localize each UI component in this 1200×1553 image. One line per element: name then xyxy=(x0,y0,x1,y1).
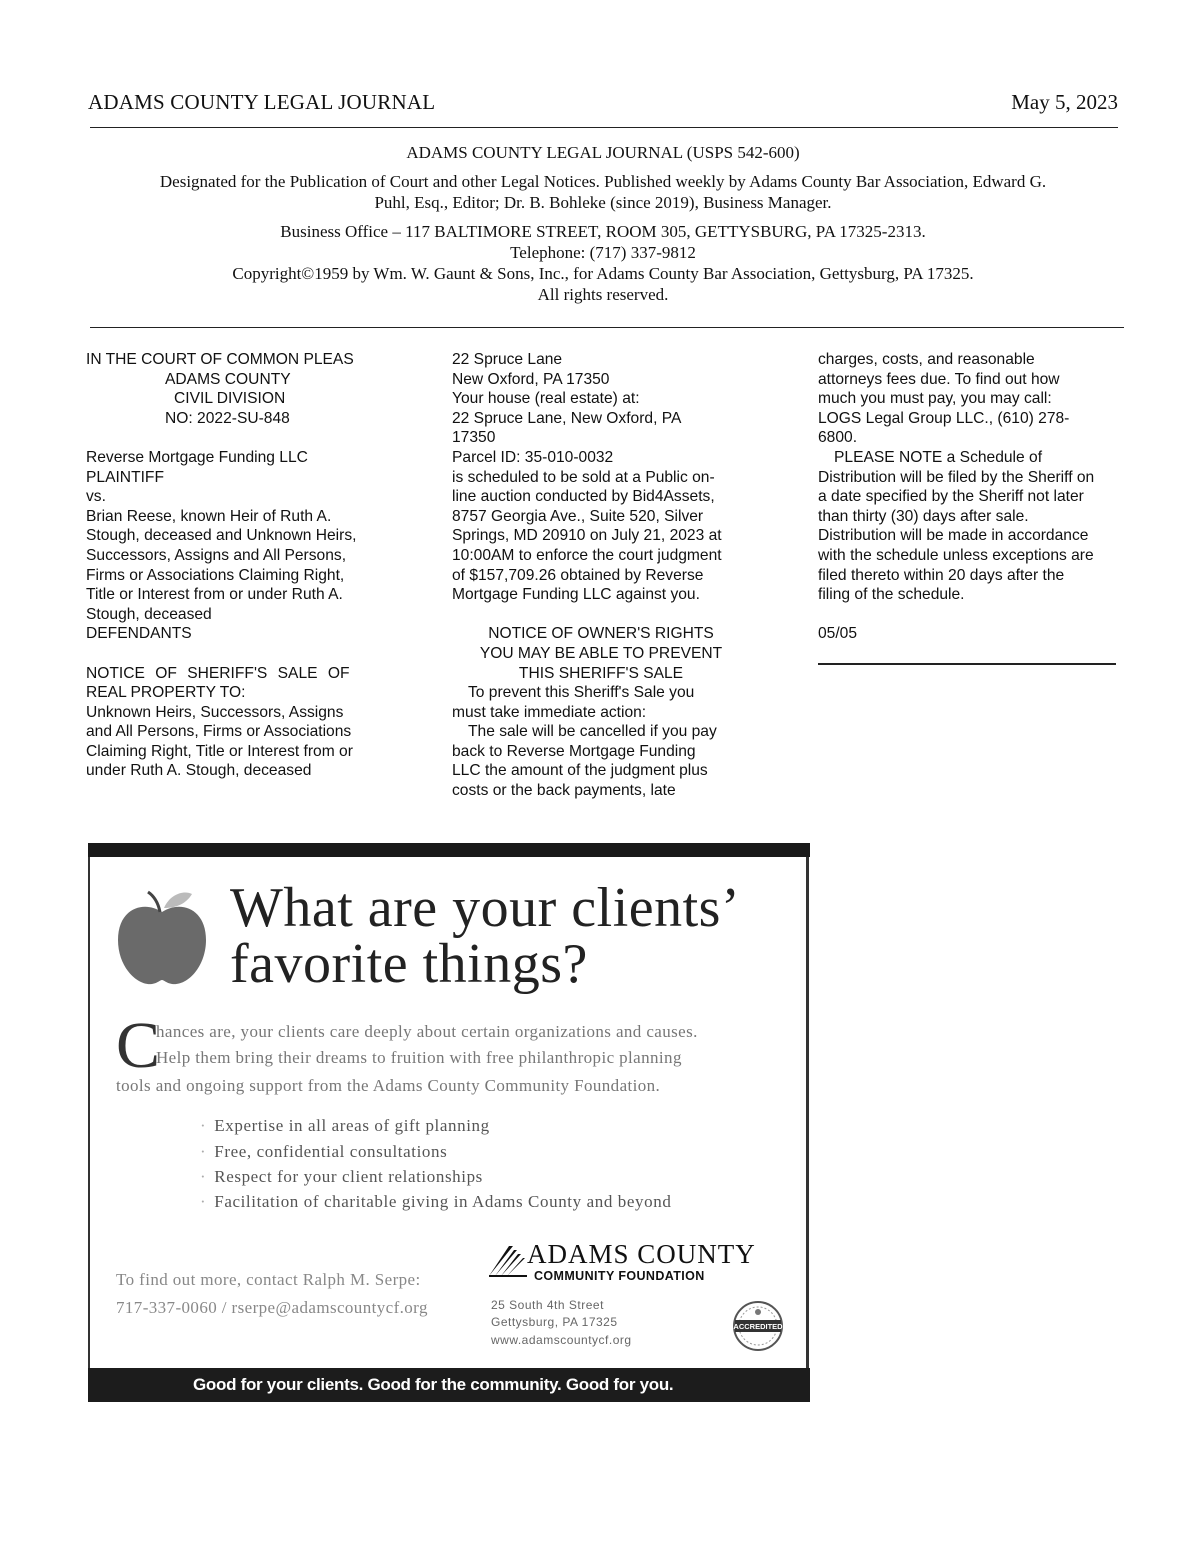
distribution-text-line: filing of the schedule. xyxy=(818,586,965,604)
ad-top-bar xyxy=(88,843,810,857)
issue-date: May 5, 2023 xyxy=(1011,90,1118,114)
ad-tagline-bar: Good for your clients. Good for the community. Good for you. xyxy=(88,1368,810,1402)
distribution-text-line: a date specified by the Sheriff not later xyxy=(818,488,1084,506)
ad-right-border xyxy=(806,857,809,1368)
notice-end-rule xyxy=(818,663,1116,665)
sale-heading: REAL PROPERTY TO: xyxy=(86,684,246,702)
distribution-text-line: Distribution will be made in accordance xyxy=(818,527,1089,545)
distribution-text-line: than thirty (30) days after sale. xyxy=(818,507,1029,525)
charges-text-line: much you must pay, you may call: xyxy=(818,390,1052,408)
parcel-id: Parcel ID: 35-010-0032 xyxy=(452,448,614,466)
drop-cap: C xyxy=(116,1009,161,1082)
defendant-line: Firms or Associations Claiming Right, xyxy=(86,566,345,584)
charges-text-line: charges, costs, and reasonable xyxy=(818,351,1035,368)
addressee-line: under Ruth A. Stough, deceased xyxy=(86,762,312,780)
masthead xyxy=(88,142,1118,305)
defendant-line: Stough, deceased xyxy=(86,605,212,623)
court-name: IN THE COURT OF COMMON PLEAS xyxy=(86,351,354,368)
ad-bullet-item: · Expertise in all areas of gift planning xyxy=(200,1116,490,1135)
notice-column-1 xyxy=(86,350,384,781)
owner-rights-heading: NOTICE OF OWNER'S RIGHTS xyxy=(488,625,714,643)
owner-rights-heading: THIS SHERIFF'S SALE xyxy=(518,664,684,682)
masthead-rule xyxy=(90,327,1124,328)
plaintiff-label: PLAINTIFF xyxy=(86,468,164,486)
versus: vs. xyxy=(86,488,106,506)
masthead-description-line-1: Designated for the Publication of Court and other Legal Notices. Published weekly by Adams County Bar Association, Edward G. xyxy=(159,172,1047,191)
rights-reserved: All rights reserved. xyxy=(537,285,669,304)
property-address: 17350 xyxy=(452,429,496,447)
sale-text-line: of $157,709.26 obtained by Reverse xyxy=(452,566,704,584)
ad-bullet-item: · Facilitation of charitable giving in Adams County and beyond xyxy=(200,1192,672,1211)
seal-label: ACCREDITED xyxy=(733,1322,783,1331)
addressee-line: Unknown Heirs, Successors, Assigns xyxy=(86,703,344,721)
foundation-name: ADAMS COUNTY xyxy=(527,1239,756,1269)
sale-text-line: Springs, MD 20910 on July 21, 2023 at xyxy=(452,527,722,545)
ad-headline xyxy=(230,877,741,995)
cancel-text-line: The sale will be cancelled if you pay xyxy=(468,723,717,741)
ad-contact-name: To find out more, contact Ralph M. Serpe: xyxy=(116,1270,421,1289)
defendant-line: Title or Interest from or under Ruth A. xyxy=(86,586,343,604)
sale-text-line: line auction conducted by Bid4Assets, xyxy=(452,488,715,506)
address-line: 22 Spruce Lane xyxy=(452,351,563,368)
distribution-text-line: Distribution will be filed by the Sheriff on xyxy=(818,468,1095,486)
notice-code: 05/05 xyxy=(818,625,858,643)
ad-bullet-item: · Respect for your client relationships xyxy=(200,1167,483,1186)
property-intro: Your house (real estate) at: xyxy=(452,390,640,408)
ad-body-line: tools and ongoing support from the Adams County Community Foundation. xyxy=(116,1076,661,1095)
business-office: Business Office – 117 BALTIMORE STREET, ROOM 305, GETTYSBURG, PA 17325-2313. xyxy=(280,222,926,241)
running-header xyxy=(88,88,1118,124)
apple-icon xyxy=(114,888,210,988)
defendant-line: Stough, deceased and Unknown Heirs, xyxy=(86,527,357,545)
foundation-logo-icon xyxy=(487,1242,527,1278)
masthead-description-line-2: Puhl, Esq., Editor; Dr. B. Bohleke (since 2019), Business Manager. xyxy=(374,193,832,212)
charges-text-line: 6800. xyxy=(818,429,858,447)
addressee-line: and All Persons, Firms or Associations xyxy=(86,723,352,741)
defendants-label: DEFENDANTS xyxy=(86,625,192,643)
defendant-line: Successors, Assigns and All Persons, xyxy=(86,546,347,564)
property-address: 22 Spruce Lane, New Oxford, PA xyxy=(452,409,682,427)
sale-text-line: 10:00AM to enforce the court judgment xyxy=(452,546,722,564)
sale-text-line: is scheduled to be sold at a Public on- xyxy=(452,468,715,486)
foundation-city: Gettysburg, PA 17325 xyxy=(491,1315,618,1329)
cancel-text-line: LLC the amount of the judgment plus xyxy=(452,762,708,780)
distribution-text-line: PLEASE NOTE a Schedule of xyxy=(834,448,1043,466)
ad-body-line: Help them bring their dreams to fruition with free philanthropic planning xyxy=(156,1048,682,1067)
sale-text-line: 8757 Georgia Ave., Suite 520, Silver xyxy=(452,507,704,525)
distribution-text-line: with the schedule unless exceptions are xyxy=(818,546,1094,564)
owner-rights-heading: YOU MAY BE ABLE TO PREVENT xyxy=(479,644,723,662)
masthead-title: ADAMS COUNTY LEGAL JOURNAL (USPS 542-600) xyxy=(406,143,800,162)
ad-left-border xyxy=(88,857,90,1368)
publication-name: ADAMS COUNTY LEGAL JOURNAL xyxy=(88,90,436,114)
foundation-street: 25 South 4th Street xyxy=(491,1298,604,1312)
cancel-text-line: back to Reverse Mortgage Funding xyxy=(452,742,696,760)
prevent-text-line: To prevent this Sheriff's Sale you xyxy=(468,684,695,702)
accreditation-seal-icon xyxy=(732,1300,784,1352)
cancel-text-line: costs or the back payments, late xyxy=(452,782,676,800)
telephone: Telephone: (717) 337-9812 xyxy=(510,243,696,262)
defendant-line: Brian Reese, known Heir of Ruth A. xyxy=(86,507,332,525)
county-name: ADAMS COUNTY xyxy=(165,370,291,388)
sale-heading: NOTICE OF SHERIFF'S SALE OF xyxy=(86,664,350,682)
division-name: CIVIL DIVISION xyxy=(174,390,286,408)
ad-headline-line-2: favorite things? xyxy=(230,933,588,995)
header-rule xyxy=(90,127,1118,128)
notice-column-2 xyxy=(452,350,750,801)
addressee-line: Claiming Right, Title or Interest from or xyxy=(86,742,353,760)
charges-text-line: LOGS Legal Group LLC., (610) 278- xyxy=(818,409,1070,427)
ad-headline-line-1: What are your clients’ xyxy=(230,877,741,939)
charges-text-line: attorneys fees due. To find out how xyxy=(818,370,1060,388)
ad-body-line: hances are, your clients care deeply about certain organizations and causes. xyxy=(156,1022,698,1041)
address-line: New Oxford, PA 17350 xyxy=(452,370,610,388)
copyright: Copyright©1959 by Wm. W. Gaunt & Sons, Inc., for Adams County Bar Association, Gettysburg, PA 17325. xyxy=(232,264,974,283)
ad-bullet-item: · Free, confidential consultations xyxy=(200,1142,448,1161)
prevent-text-line: must take immediate action: xyxy=(452,703,647,721)
distribution-text-line: filed thereto within 20 days after the xyxy=(818,566,1065,584)
foundation-website[interactable]: www.adamscountycf.org xyxy=(491,1333,632,1347)
notice-column-3 xyxy=(818,350,1118,644)
sale-text-line: Mortgage Funding LLC against you. xyxy=(452,586,700,604)
ad-contact-details[interactable]: 717-337-0060 / rserpe@adamscountycf.org xyxy=(116,1298,428,1317)
plaintiff-name: Reverse Mortgage Funding LLC xyxy=(86,448,308,466)
case-number: NO: 2022-SU-848 xyxy=(165,409,290,427)
foundation-subtitle: COMMUNITY FOUNDATION xyxy=(534,1269,705,1283)
